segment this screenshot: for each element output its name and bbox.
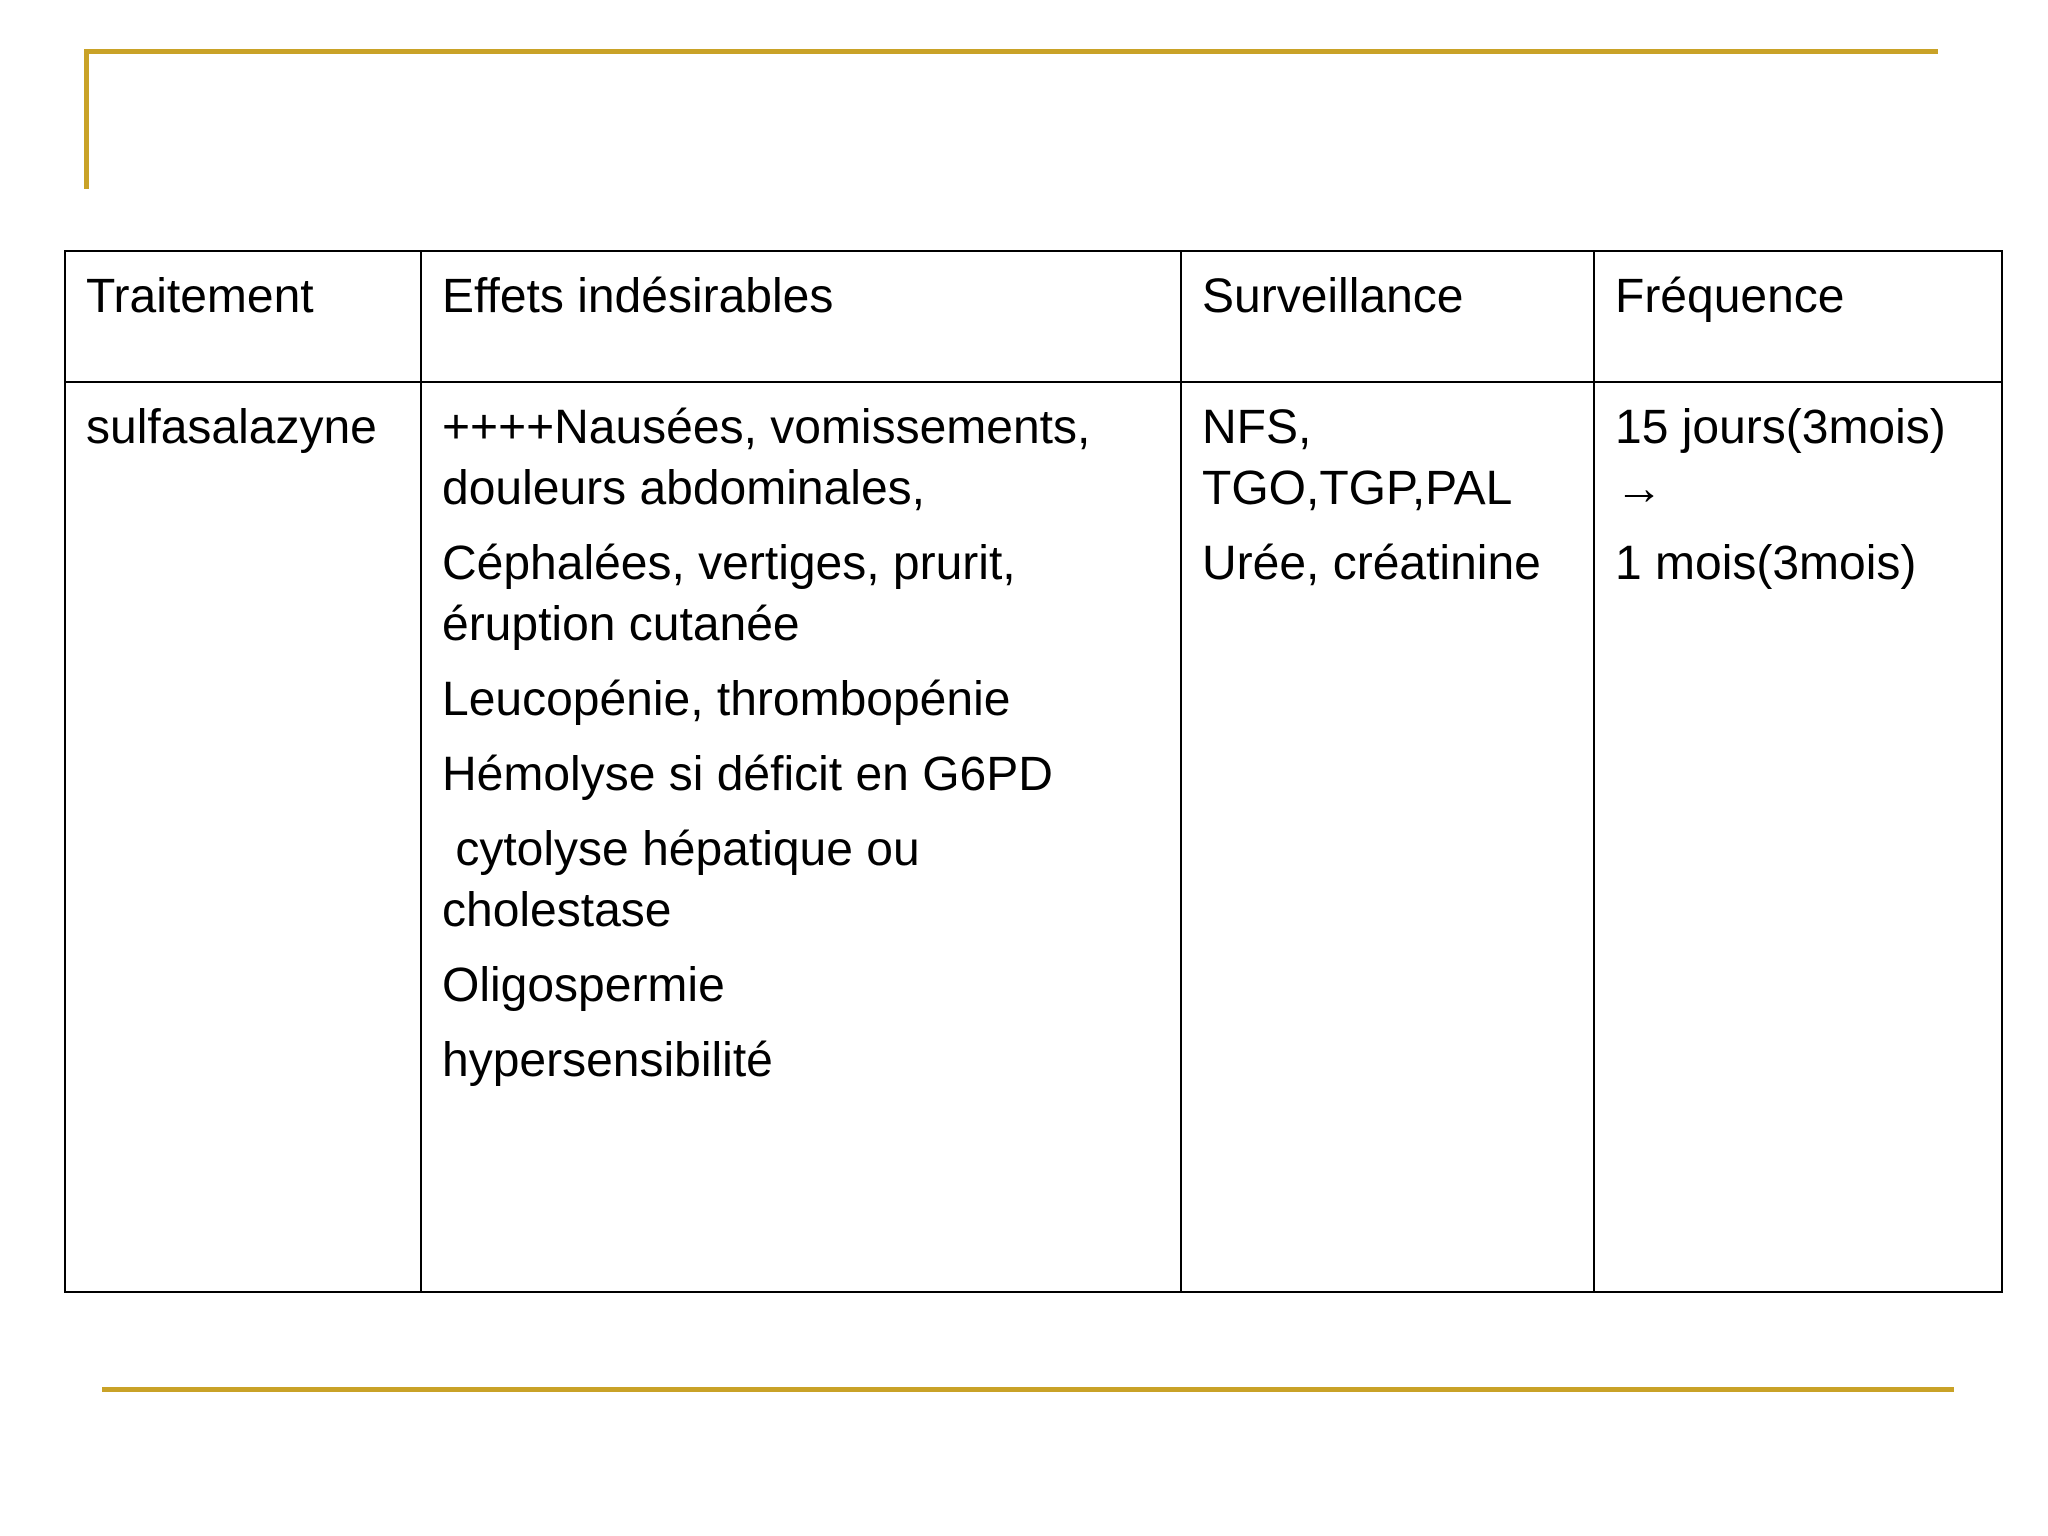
frequency-cell [1594,382,2002,1292]
monitoring-item: Urée, créatinine [1202,537,1541,590]
header-monitoring: Surveillance [1181,251,1594,382]
monitoring-item: NFS, TGO,TGP,PAL [1202,401,1513,515]
bottom-decorative-rule [102,1387,1954,1392]
table-row [65,382,2002,1292]
frequency-item: 1 mois(3mois) [1615,537,1917,590]
side-effect-item: Céphalées, vertiges, prurit, éruption cutanée [442,537,1016,651]
monitoring-cell [1181,382,1594,1292]
left-decorative-rule [84,49,89,189]
frequency-item: 15 jours(3mois) → [1615,401,1946,515]
side-effect-item: Leucopénie, thrombopénie [442,673,1011,726]
treatment-table [64,250,2003,1293]
treatment-cell: sulfasalazyne [65,382,421,1292]
side-effect-item: cytolyse hépatique ou cholestase [442,823,934,937]
header-side-effects: Effets indésirables [421,251,1181,382]
side-effect-item: ++++Nausées, vomissements, douleurs abdominales, [442,401,1091,515]
side-effect-item: Oligospermie [442,959,725,1012]
side-effect-item: Hémolyse si déficit en G6PD [442,748,1053,801]
side-effect-item: hypersensibilité [442,1034,773,1087]
header-frequency: Fréquence [1594,251,2002,382]
header-treatment: Traitement [65,251,421,382]
side-effects-cell [421,382,1181,1292]
table-header-row [65,251,2002,382]
top-decorative-rule [84,49,1938,54]
